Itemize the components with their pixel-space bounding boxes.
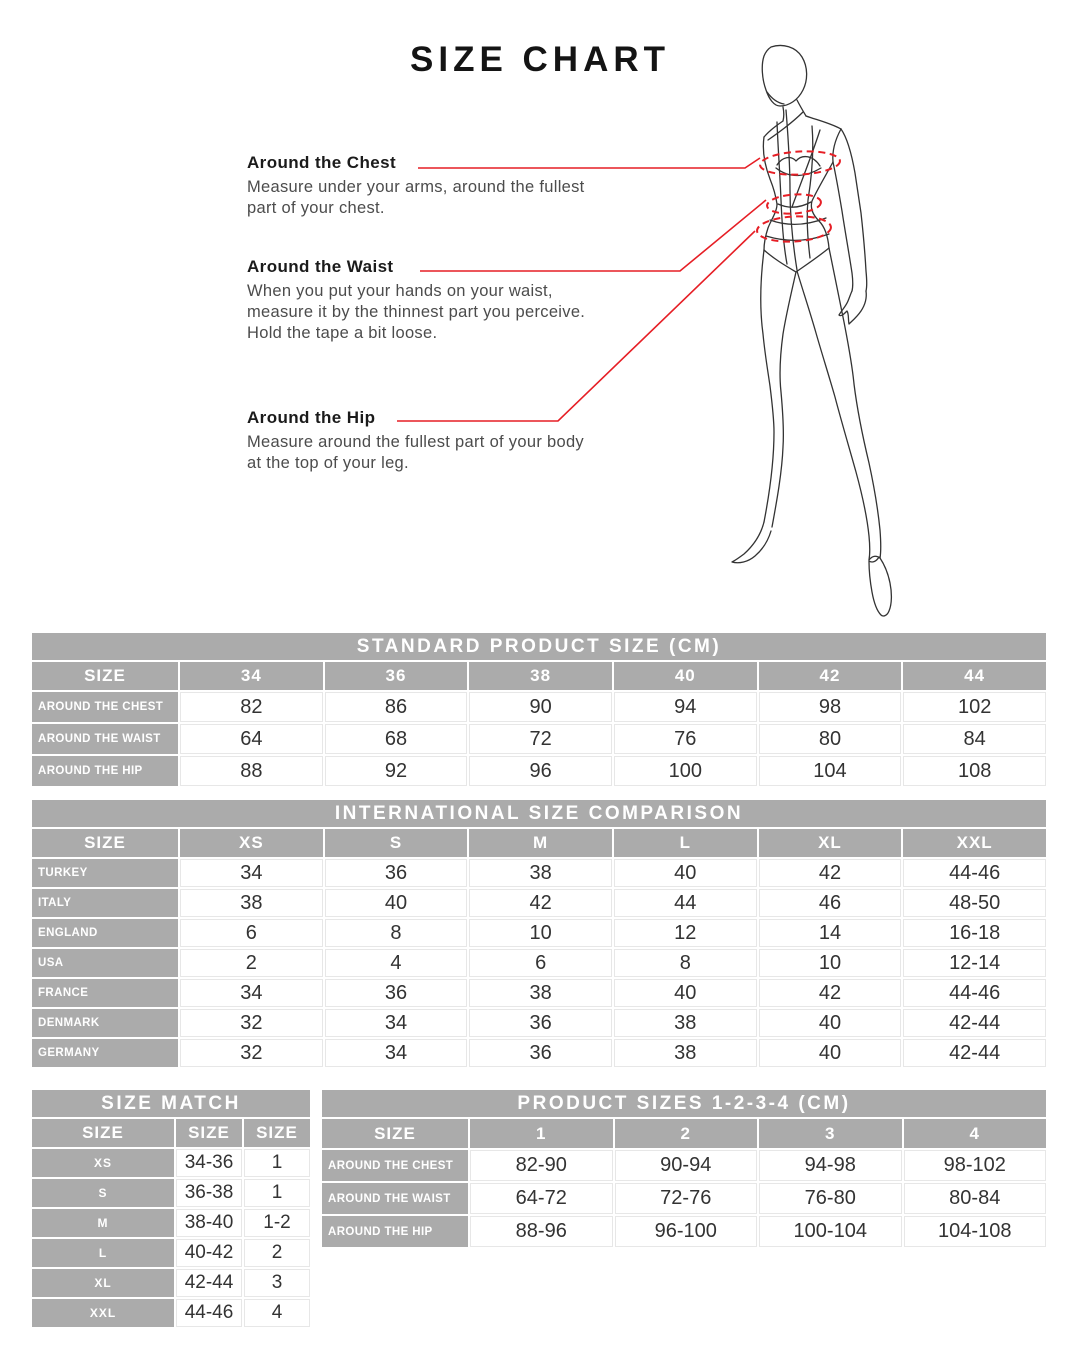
table-row	[32, 889, 1046, 917]
row-label: FRANCE	[32, 979, 178, 1007]
value-cell: 80-84	[904, 1183, 1047, 1214]
value-cell: 94	[614, 692, 757, 722]
value-cell: 36	[325, 979, 468, 1007]
row-label: ITALY	[32, 889, 178, 917]
annotation-hip-body: Measure around the fullest part of your body at the top of your leg.	[247, 433, 584, 472]
value-cell: 38	[614, 1039, 757, 1067]
value-cell: 10	[759, 949, 902, 977]
annotation-waist-body: When you put your hands on your waist, measure it by the thinnest part you perceive. Hold the tape a bit loose.	[247, 282, 586, 342]
table-row	[322, 1183, 1046, 1214]
column-header: 2	[615, 1119, 758, 1148]
table-row	[32, 1179, 310, 1207]
table-title: INTERNATIONAL SIZE COMPARISON	[32, 800, 1046, 827]
value-cell: 72-76	[615, 1183, 758, 1214]
value-cell: 38	[180, 889, 323, 917]
value-cell: 40	[614, 859, 757, 887]
waist-measure-ellipse	[766, 193, 821, 216]
column-header: 3	[759, 1119, 902, 1148]
hip-measure-ellipse	[756, 215, 831, 244]
column-header: 44	[903, 662, 1046, 690]
column-header: XL	[759, 829, 902, 857]
value-cell: 42-44	[176, 1269, 242, 1297]
value-cell: 40	[759, 1039, 902, 1067]
row-label: XS	[32, 1149, 174, 1177]
value-cell: 44-46	[176, 1299, 242, 1327]
table-row	[32, 859, 1046, 887]
value-cell: 8	[614, 949, 757, 977]
row-label: USA	[32, 949, 178, 977]
value-cell: 1-2	[244, 1209, 310, 1237]
value-cell: 40-42	[176, 1239, 242, 1267]
standard-product-size-table	[30, 631, 1048, 788]
row-label: XXL	[32, 1299, 174, 1327]
value-cell: 44	[614, 889, 757, 917]
value-cell: 10	[469, 919, 612, 947]
value-cell: 84	[903, 724, 1046, 754]
table-row	[32, 1299, 310, 1327]
value-cell: 38-40	[176, 1209, 242, 1237]
row-label: AROUND THE WAIST	[322, 1183, 468, 1214]
value-cell: 3	[244, 1269, 310, 1297]
row-label: AROUND THE CHEST	[322, 1150, 468, 1181]
annotation-hip-heading: Around the Hip	[247, 408, 376, 427]
international-size-comparison-table	[30, 798, 1048, 1069]
value-cell: 34-36	[176, 1149, 242, 1177]
column-header: XXL	[903, 829, 1046, 857]
table-row	[32, 692, 1046, 722]
value-cell: 36	[469, 1009, 612, 1037]
annotation-hip	[247, 408, 592, 474]
value-cell: 100-104	[759, 1216, 902, 1247]
column-header: SIZE	[32, 1119, 174, 1147]
value-cell: 40	[759, 1009, 902, 1037]
value-cell: 94-98	[759, 1150, 902, 1181]
table-title: SIZE MATCH	[32, 1090, 310, 1117]
value-cell: 40	[614, 979, 757, 1007]
table-row	[32, 756, 1046, 786]
annotation-waist-heading: Around the Waist	[247, 257, 394, 276]
value-cell: 40	[325, 889, 468, 917]
value-cell: 32	[180, 1009, 323, 1037]
table-row	[32, 949, 1046, 977]
value-cell: 36-38	[176, 1179, 242, 1207]
row-label: AROUND THE WAIST	[32, 724, 178, 754]
value-cell: 64-72	[470, 1183, 613, 1214]
table-row	[32, 1209, 310, 1237]
fashion-figure-icon	[732, 45, 891, 615]
table-row	[322, 1216, 1046, 1247]
row-label: XL	[32, 1269, 174, 1297]
row-label: S	[32, 1179, 174, 1207]
value-cell: 36	[469, 1039, 612, 1067]
value-cell: 42-44	[903, 1009, 1046, 1037]
column-header: 38	[469, 662, 612, 690]
value-cell: 6	[469, 949, 612, 977]
value-cell: 42-44	[903, 1039, 1046, 1067]
table-row	[32, 1239, 310, 1267]
value-cell: 96-100	[615, 1216, 758, 1247]
value-cell: 102	[903, 692, 1046, 722]
table-row	[32, 1269, 310, 1297]
value-cell: 88	[180, 756, 323, 786]
row-label: AROUND THE HIP	[322, 1216, 468, 1247]
table-row	[32, 1039, 1046, 1067]
column-header: M	[469, 829, 612, 857]
chest-measure-ellipse	[759, 149, 840, 176]
value-cell: 82	[180, 692, 323, 722]
product-sizes-table	[320, 1088, 1048, 1249]
table-row	[322, 1150, 1046, 1181]
column-header: SIZE	[322, 1119, 468, 1148]
annotation-chest-heading: Around the Chest	[247, 153, 397, 172]
value-cell: 34	[325, 1009, 468, 1037]
value-cell: 64	[180, 724, 323, 754]
value-cell: 2	[244, 1239, 310, 1267]
row-label: M	[32, 1209, 174, 1237]
row-label: AROUND THE HIP	[32, 756, 178, 786]
value-cell: 12-14	[903, 949, 1046, 977]
value-cell: 36	[325, 859, 468, 887]
page-title: SIZE CHART	[410, 40, 670, 79]
value-cell: 34	[180, 859, 323, 887]
annotation-chest-body: Measure under your arms, around the fullest part of your chest.	[247, 178, 585, 217]
value-cell: 34	[180, 979, 323, 1007]
value-cell: 42	[759, 979, 902, 1007]
column-header: SIZE	[32, 662, 178, 690]
value-cell: 96	[469, 756, 612, 786]
table-row	[32, 1009, 1046, 1037]
value-cell: 44-46	[903, 859, 1046, 887]
value-cell: 98-102	[904, 1150, 1047, 1181]
row-label: TURKEY	[32, 859, 178, 887]
size-match-table	[30, 1088, 312, 1329]
value-cell: 8	[325, 919, 468, 947]
value-cell: 108	[903, 756, 1046, 786]
column-header: 36	[325, 662, 468, 690]
value-cell: 76	[614, 724, 757, 754]
value-cell: 1	[244, 1149, 310, 1177]
value-cell: 4	[244, 1299, 310, 1327]
value-cell: 48-50	[903, 889, 1046, 917]
column-header: SIZE	[176, 1119, 242, 1147]
value-cell: 72	[469, 724, 612, 754]
value-cell: 4	[325, 949, 468, 977]
value-cell: 92	[325, 756, 468, 786]
value-cell: 42	[469, 889, 612, 917]
column-header: 1	[470, 1119, 613, 1148]
value-cell: 80	[759, 724, 902, 754]
value-cell: 32	[180, 1039, 323, 1067]
value-cell: 1	[244, 1179, 310, 1207]
value-cell: 34	[325, 1039, 468, 1067]
value-cell: 38	[614, 1009, 757, 1037]
column-header: S	[325, 829, 468, 857]
value-cell: 14	[759, 919, 902, 947]
column-header: XS	[180, 829, 323, 857]
annotation-chest	[247, 153, 592, 219]
value-cell: 6	[180, 919, 323, 947]
row-label: ENGLAND	[32, 919, 178, 947]
value-cell: 46	[759, 889, 902, 917]
value-cell: 90-94	[615, 1150, 758, 1181]
column-header: L	[614, 829, 757, 857]
table-row	[32, 724, 1046, 754]
row-label: DENMARK	[32, 1009, 178, 1037]
value-cell: 100	[614, 756, 757, 786]
value-cell: 104	[759, 756, 902, 786]
value-cell: 90	[469, 692, 612, 722]
value-cell: 42	[759, 859, 902, 887]
value-cell: 82-90	[470, 1150, 613, 1181]
column-header: 34	[180, 662, 323, 690]
value-cell: 98	[759, 692, 902, 722]
row-label: GERMANY	[32, 1039, 178, 1067]
column-header: SIZE	[244, 1119, 310, 1147]
value-cell: 44-46	[903, 979, 1046, 1007]
annotation-waist	[247, 257, 592, 344]
row-label: L	[32, 1239, 174, 1267]
table-row	[32, 1149, 310, 1177]
column-header: 40	[614, 662, 757, 690]
table-title: PRODUCT SIZES 1-2-3-4 (CM)	[322, 1090, 1046, 1117]
table-title: STANDARD PRODUCT SIZE (CM)	[32, 633, 1046, 660]
value-cell: 38	[469, 979, 612, 1007]
table-row	[32, 979, 1046, 1007]
value-cell: 38	[469, 859, 612, 887]
value-cell: 86	[325, 692, 468, 722]
column-header: 4	[904, 1119, 1047, 1148]
row-label: AROUND THE CHEST	[32, 692, 178, 722]
value-cell: 2	[180, 949, 323, 977]
value-cell: 104-108	[904, 1216, 1047, 1247]
value-cell: 12	[614, 919, 757, 947]
table-row	[32, 919, 1046, 947]
value-cell: 16-18	[903, 919, 1046, 947]
column-header: SIZE	[32, 829, 178, 857]
column-header: 42	[759, 662, 902, 690]
value-cell: 88-96	[470, 1216, 613, 1247]
value-cell: 68	[325, 724, 468, 754]
value-cell: 76-80	[759, 1183, 902, 1214]
